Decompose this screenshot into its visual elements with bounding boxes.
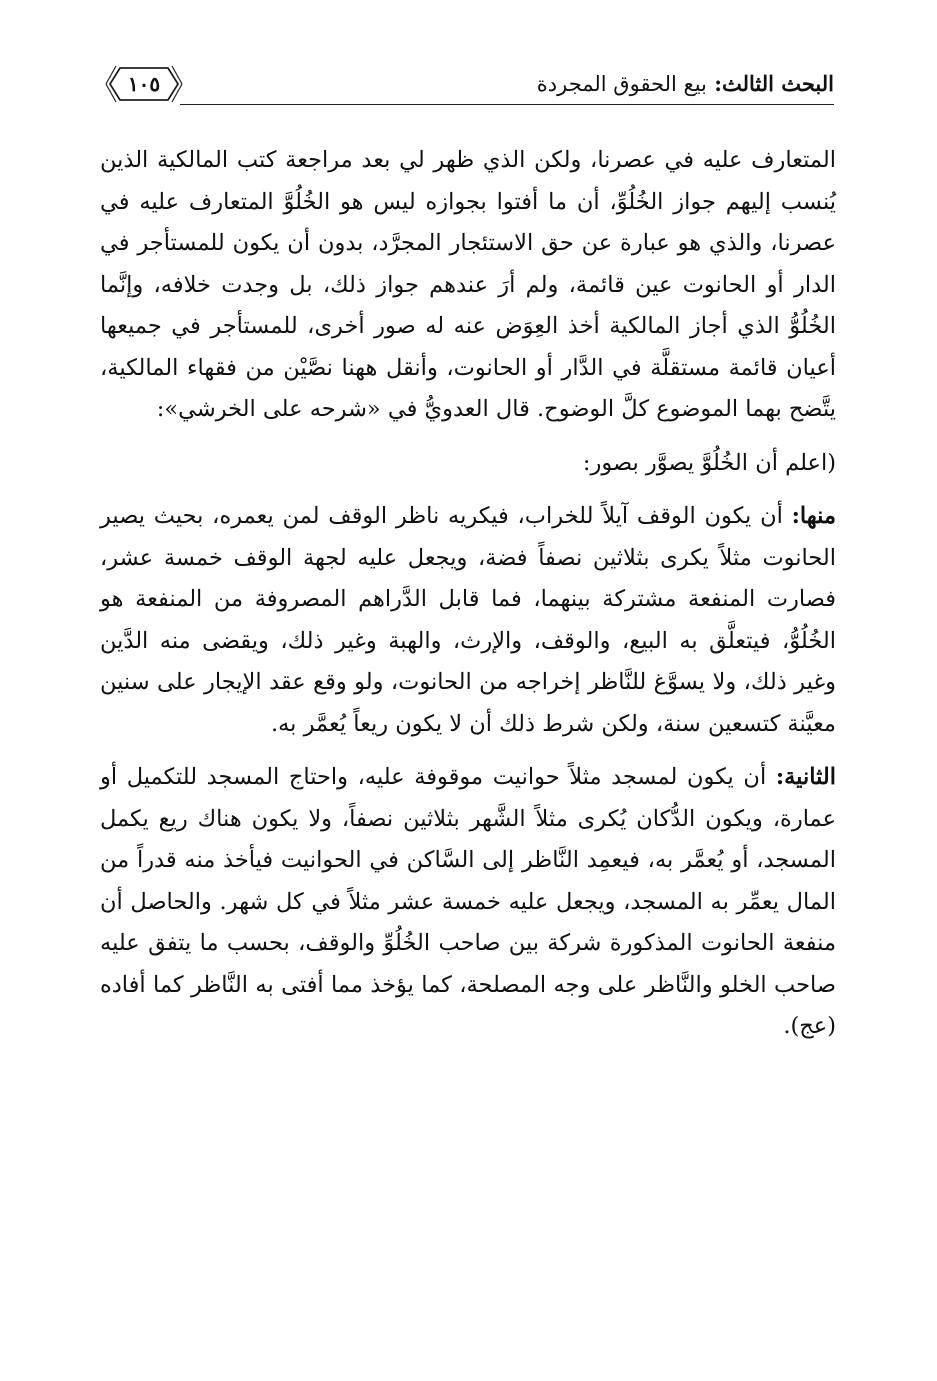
- header-rule: [180, 104, 834, 105]
- page-number: ١٠٥: [127, 72, 161, 96]
- chapter-title: بيع الحقوق المجردة: [536, 72, 707, 96]
- paragraph-quote-opening: [100, 443, 836, 485]
- paragraph-intro: [100, 140, 836, 431]
- section-label: البحث الثالث:: [714, 71, 834, 96]
- paragraph-text: أن يكون الوقف آيلاً للخراب، فيكريه ناظر الوقف لمن يعمره، بحيث يصير الحانوت مثلاً يكرى بثلاثين نصفاً فضة، ويجعل عليه لجهة الوقف خمسة عشر، فصارت المنفعة مشتركة بينهما، فما قابل الدَّراهم المصروفة من المنفعة هو الخُلُوُّ، فيتعلَّق به البيع، والوقف، والإرث، والهبة وغير ذلك، ويقضى منه الدَّين وغير ذلك، ولا يسوَّغ للنَّاظر إخراجه من الحانوت، ولو وقع عقد الإيجار على سنين معيَّنة كتسعين سنة، ولكن شرط ذلك أن لا يكون ريعاً يُعمَّر به.: [100, 503, 836, 737]
- paragraph-lead: الثانية:: [775, 764, 836, 790]
- paragraph-second-form: [100, 757, 836, 1048]
- paragraph-lead: منها:: [791, 503, 836, 529]
- paragraph-text: المتعارف عليه في عصرنا، ولكن الذي ظهر لي بعد مراجعة كتب المالكية الذين يُنسب إليهم جواز الخُلُوِّ، أن ما أفتوا بجوازه ليس هو الخُلُوَّ المتعارف عليه في عصرنا، والذي هو عبارة عن حق الاستئجار المجرَّد، بدون أن يكون للمستأجر في الدار أو الحانوت عين قائمة، ولم أرَ عندهم جواز ذلك، بل وجدت خلافه، وإنَّما الخُلُوُّ الذي أجاز المالكية أخذ العِوَض عنه له صور أخرى، للمستأجر في جميعها أعيان قائمة مستقلَّة في الدَّار أو الحانوت، وأنقل ههنا نصَّيْن من فقهاء المالكية، يتَّضح بهما الموضوع كلَّ الوضوح. قال العدويُّ في «شرحه على الخرشي»:: [100, 147, 836, 422]
- running-head: [537, 70, 834, 98]
- paragraph-text: (اعلم أن الخُلُوَّ يصوَّر بصور:: [582, 449, 836, 476]
- body-text: [100, 140, 836, 1048]
- page-number-badge: [96, 62, 192, 106]
- paragraph-first-form: [100, 496, 836, 745]
- paragraph-text: أن يكون لمسجد مثلاً حوانيت موقوفة عليه، واحتاج المسجد للتكميل أو عمارة، ويكون الدُّكان يُكرى مثلاً الشَّهر بثلاثين نصفاً، ولا يكون هناك ريع يكمل المسجد، أو يُعمَّر به، فيعمِد النَّاظر إلى السَّاكن في الحوانيت فيأخذ منه قدراً من المال يعمِّر به المسجد، ويجعل عليه خمسة عشر مثلاً في كل شهر. والحاصل أن منفعة الحانوت المذكورة شركة بين صاحب الخُلُوِّ والوقف، بحسب ما يتفق عليه صاحب الخلو والنَّاظر على وجه المصلحة، كما يؤخذ مما أفتى به النَّاظر كما أفاده (عج).: [100, 764, 836, 1039]
